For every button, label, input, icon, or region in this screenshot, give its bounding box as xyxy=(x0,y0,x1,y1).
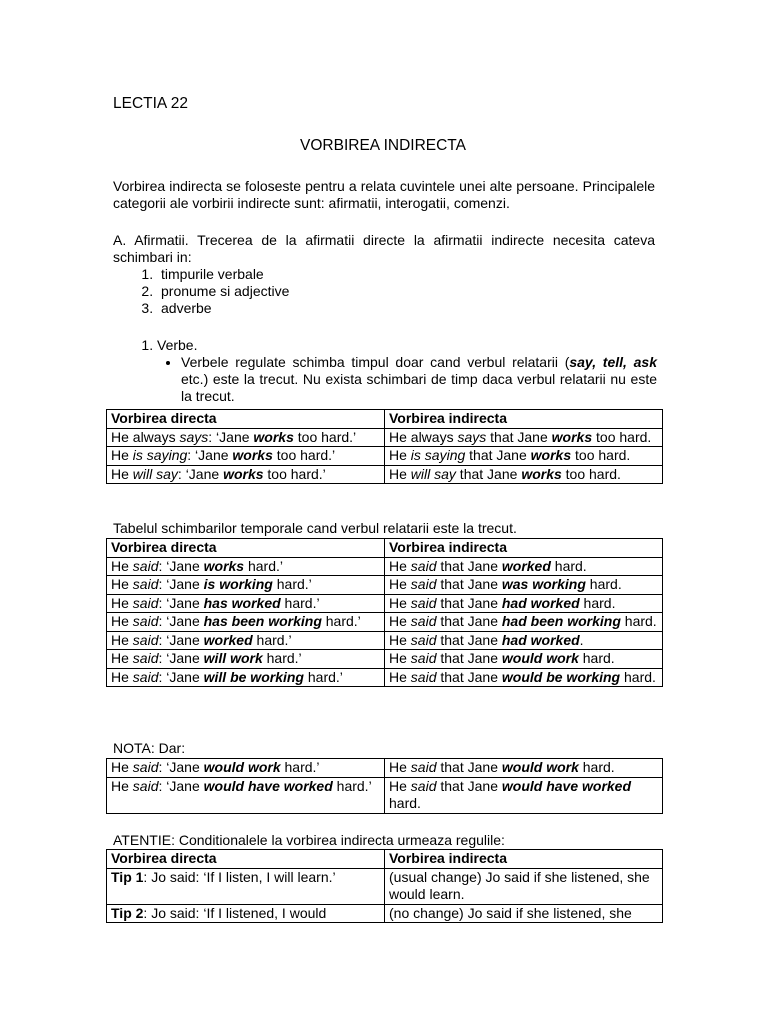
sentence-text: : ‘Jane xyxy=(158,650,204,666)
verb-form: works xyxy=(223,465,264,482)
sentence-text: that Jane xyxy=(436,613,502,629)
verb-form: had worked xyxy=(501,594,580,611)
reporting-verb: said xyxy=(410,557,437,574)
verb-form: worked xyxy=(203,631,253,648)
sentence-text: that Jane xyxy=(436,759,502,775)
sentence-text: hard. xyxy=(620,613,657,629)
sentence-text: : ‘Jane xyxy=(158,613,204,629)
reporting-verb: is saying xyxy=(132,447,188,463)
indirect-speech-cell xyxy=(385,759,663,778)
reporting-verb: said xyxy=(132,594,159,611)
verb-form: will be working xyxy=(203,668,304,685)
sentence-text: that Jane xyxy=(436,594,502,611)
direct-speech-cell xyxy=(107,631,385,650)
sentence-text: He xyxy=(111,465,133,482)
section-a-text: A. Afirmatii. Trecerea de la afirmatii directe la afirmatii indirecte necesita cateva schimbari in: xyxy=(113,232,655,265)
verb-form: will work xyxy=(203,650,263,666)
sentence-text: hard. xyxy=(585,576,622,592)
changes-list xyxy=(113,266,655,317)
verb-form: would work xyxy=(501,759,579,775)
table-row xyxy=(107,668,663,687)
indirect-speech-cell xyxy=(385,465,663,484)
sentence-text: hard.’ xyxy=(262,650,302,666)
reporting-verb: said xyxy=(132,759,159,775)
verb-form: was working xyxy=(501,576,586,592)
reporting-verb: says xyxy=(179,428,209,445)
sentence-text: He xyxy=(389,668,411,685)
table-row xyxy=(107,631,663,650)
sentence-text: too hard.’ xyxy=(263,465,326,482)
sentence-text: He xyxy=(111,777,133,794)
reporting-verb: said xyxy=(410,576,437,592)
verbs-rules-list xyxy=(157,354,655,405)
attention-caption: ATENTIE: Conditionalele la vorbirea indirecta urmeaza regulile: xyxy=(113,832,505,848)
sentence-text: hard. xyxy=(550,557,587,574)
sentence-text: He always xyxy=(111,428,180,445)
verb-form: is working xyxy=(203,576,273,592)
reporting-verb: said xyxy=(410,650,437,666)
sentence-text: He xyxy=(389,613,411,629)
verbs-section xyxy=(113,337,655,405)
sentence-text: He xyxy=(389,759,411,775)
reporting-verb: said xyxy=(132,557,159,574)
reporting-verb: will say xyxy=(132,465,178,482)
sentence-text: that Jane xyxy=(436,557,502,574)
verb-form: has worked xyxy=(203,594,281,611)
sentence-text: too hard.’ xyxy=(293,428,357,445)
sentence-text: that Jane xyxy=(436,650,502,666)
sentence-text: that Jane xyxy=(436,777,502,794)
conditional-type: Tip 1 xyxy=(111,868,144,885)
reporting-verb: said xyxy=(410,759,437,775)
sentence-text: He xyxy=(389,631,411,648)
reporting-verb: said xyxy=(410,777,437,794)
direct-speech-cell xyxy=(107,557,385,576)
sentence-text: hard.’ xyxy=(332,777,372,794)
sentence-text: He xyxy=(111,631,133,648)
direct-speech-cell xyxy=(107,904,385,923)
verb-form: works xyxy=(521,465,562,482)
verb-form: would be working xyxy=(501,668,621,685)
verb-form: works xyxy=(530,447,572,463)
sentence-text: that Jane xyxy=(465,447,531,463)
verb-form: would work xyxy=(203,759,281,775)
verb-form: works xyxy=(232,447,273,463)
note-caption: NOTA: Dar: xyxy=(113,740,186,756)
sentence-text: that Jane xyxy=(436,668,502,685)
table-row xyxy=(107,868,663,904)
table-row xyxy=(107,759,663,778)
reporting-verb: said xyxy=(132,631,159,648)
reporting-verb: is saying xyxy=(410,447,466,463)
reporting-verb: will say xyxy=(410,465,456,482)
table-row xyxy=(107,650,663,669)
column-header: Vorbirea indirecta xyxy=(385,410,663,429)
sentence-text: that Jane xyxy=(455,465,522,482)
sentence-text: He xyxy=(111,576,133,592)
indirect-speech-cell xyxy=(385,650,663,669)
column-header: Vorbirea directa xyxy=(107,410,385,429)
table-row xyxy=(107,557,663,576)
reporting-verb: said xyxy=(410,668,437,685)
table-row xyxy=(107,428,663,447)
sentence-text: He xyxy=(111,594,133,611)
direct-speech-cell xyxy=(107,759,385,778)
sentence-text: He xyxy=(111,668,133,685)
sentence-text: : ‘Jane xyxy=(158,777,204,794)
direct-speech-cell xyxy=(107,777,385,813)
table-row xyxy=(107,465,663,484)
indirect-speech-cell xyxy=(385,576,663,595)
sentence-text: that Jane xyxy=(436,631,502,648)
intro-paragraph: Vorbirea indirecta se foloseste pentru a relata cuvintele unei alte persoane. Principalele categorii ale vorbirii indirecte sunt: afirmatii, interogatii, comenzi. xyxy=(113,178,655,211)
indirect-speech-cell: (no change) Jo said if she listened, she xyxy=(385,904,663,923)
sentence-text: hard.’ xyxy=(280,594,320,611)
reporting-verb: said xyxy=(132,613,159,629)
rule-text: Verbele regulate schimba timpul doar cand verbul relatarii ( xyxy=(181,354,570,370)
direct-speech-cell xyxy=(107,868,385,904)
verb-form: has been working xyxy=(203,613,322,629)
sentence-text: : ‘Jane xyxy=(177,465,224,482)
reporting-verb: said xyxy=(132,668,159,685)
verb-form: had been working xyxy=(501,613,621,629)
indirect-speech-cell xyxy=(385,447,663,466)
column-header: Vorbirea directa xyxy=(107,539,385,558)
rule-verbs: say, tell, ask xyxy=(569,354,657,370)
column-header: Vorbirea indirecta xyxy=(385,850,663,869)
sentence-text: that Jane xyxy=(436,576,502,592)
sentence-text: : ‘Jane xyxy=(158,576,204,592)
verb-form: works xyxy=(203,557,245,574)
sentence-text: He xyxy=(389,650,411,666)
sentence-text: He xyxy=(389,465,411,482)
conditionals-table xyxy=(106,849,663,923)
changes-item: 3. adverbe xyxy=(157,300,655,317)
rule-text: etc.) este la trecut. Nu exista schimbari de timp daca verbul relatarii nu este la trecut. xyxy=(181,371,657,404)
sentence-text: hard.’ xyxy=(303,668,343,685)
indirect-speech-cell xyxy=(385,668,663,687)
sentence-text: hard. xyxy=(620,668,656,685)
reporting-verb: says xyxy=(457,428,487,445)
sentence-text: : ‘Jane xyxy=(158,668,204,685)
direct-speech-cell xyxy=(107,613,385,632)
section-affirmations xyxy=(113,232,655,317)
sentence-text: too hard. xyxy=(571,447,631,463)
verbs-heading xyxy=(157,337,655,405)
sentence-text: He always xyxy=(389,428,458,445)
verb-form: had worked xyxy=(501,631,580,648)
verbs-rule xyxy=(181,354,657,405)
verb-form: works xyxy=(551,428,593,445)
verb-form: would work xyxy=(501,650,579,666)
sentence-text: too hard. xyxy=(592,428,652,445)
reporting-verb: said xyxy=(132,576,159,592)
reporting-verb: said xyxy=(410,594,437,611)
sentence-text: hard.’ xyxy=(244,557,284,574)
reporting-verb: said xyxy=(410,631,437,648)
direct-speech-cell xyxy=(107,576,385,595)
table-row xyxy=(107,576,663,595)
verbs-list xyxy=(113,337,655,405)
indirect-speech-cell xyxy=(385,777,663,813)
sentence-text: : Jo said: ‘If I listened, I would xyxy=(143,904,327,921)
direct-speech-cell xyxy=(107,650,385,669)
table-caption: Tabelul schimbarilor temporale cand verbul relatarii este la trecut. xyxy=(113,520,517,536)
indirect-speech-cell: (usual change) Jo said if she listened, she would learn. xyxy=(385,868,663,904)
sentence-text: He xyxy=(389,576,411,592)
table-header-row xyxy=(107,850,663,869)
sentence-text: : ‘Jane xyxy=(158,594,204,611)
note-table xyxy=(106,758,663,814)
column-header: Vorbirea indirecta xyxy=(385,539,663,558)
sentence-text: hard.’ xyxy=(252,631,292,648)
indirect-speech-cell xyxy=(385,631,663,650)
document-body xyxy=(111,95,663,921)
verb-form: worked xyxy=(501,557,551,574)
verbs-heading-text: Verbe. xyxy=(157,337,198,353)
sentence-text: : Jo said: ‘If I listen, I will learn.’ xyxy=(143,868,336,885)
sentence-text: hard. xyxy=(578,650,615,666)
conditional-type: Tip 2 xyxy=(111,904,144,921)
indirect-speech-cell xyxy=(385,594,663,613)
sentence-text: hard. xyxy=(389,795,421,811)
sentence-text: hard. xyxy=(578,759,615,775)
verb-form: would have worked xyxy=(203,777,333,794)
direct-speech-cell xyxy=(107,447,385,466)
direct-speech-cell xyxy=(107,428,385,447)
sentence-text: : ‘Jane xyxy=(187,447,233,463)
sentence-text: He xyxy=(111,650,133,666)
table-row xyxy=(107,613,663,632)
sentence-text: He xyxy=(111,447,133,463)
reporting-verb: said xyxy=(132,650,159,666)
sentence-text: He xyxy=(111,557,133,574)
sentence-text: : ‘Jane xyxy=(158,557,204,574)
indirect-speech-cell xyxy=(385,613,663,632)
sentence-text: He xyxy=(389,447,411,463)
sentence-text: : ‘Jane xyxy=(208,428,254,445)
sentence-text: hard. xyxy=(579,594,616,611)
table-row xyxy=(107,447,663,466)
column-header: Vorbirea directa xyxy=(107,850,385,869)
lesson-number: LECTIA 22 xyxy=(113,95,188,112)
sentence-text: He xyxy=(389,557,411,574)
sentence-text: hard.’ xyxy=(272,576,312,592)
verb-form: works xyxy=(253,428,294,445)
past-reporting-table xyxy=(106,538,663,687)
sentence-text: that Jane xyxy=(486,428,552,445)
sentence-text: He xyxy=(111,613,133,629)
sentence-text: too hard.’ xyxy=(272,447,336,463)
sentence-text: hard.’ xyxy=(280,759,320,775)
sentence-text: : ‘Jane xyxy=(158,759,204,775)
direct-speech-cell xyxy=(107,668,385,687)
changes-item: 1. timpurile verbale xyxy=(157,266,655,283)
present-reporting-table xyxy=(106,409,663,484)
table-header-row xyxy=(107,410,663,429)
sentence-text: He xyxy=(389,777,411,794)
indirect-speech-cell xyxy=(385,428,663,447)
sentence-text: He xyxy=(111,759,133,775)
sentence-text: hard.’ xyxy=(321,613,361,629)
indirect-speech-cell xyxy=(385,557,663,576)
table-row xyxy=(107,904,663,923)
sentence-text: : ‘Jane xyxy=(158,631,204,648)
verb-form: would have worked xyxy=(501,777,632,794)
direct-speech-cell xyxy=(107,465,385,484)
table-row xyxy=(107,777,663,813)
direct-speech-cell xyxy=(107,594,385,613)
reporting-verb: said xyxy=(132,777,159,794)
table-row xyxy=(107,594,663,613)
document-title: VORBIREA INDIRECTA xyxy=(300,137,466,154)
sentence-text: He xyxy=(389,594,411,611)
sentence-text: . xyxy=(579,631,584,648)
table-header-row xyxy=(107,539,663,558)
sentence-text: too hard. xyxy=(561,465,621,482)
changes-item: 2. pronume si adjective xyxy=(157,283,655,300)
reporting-verb: said xyxy=(410,613,437,629)
